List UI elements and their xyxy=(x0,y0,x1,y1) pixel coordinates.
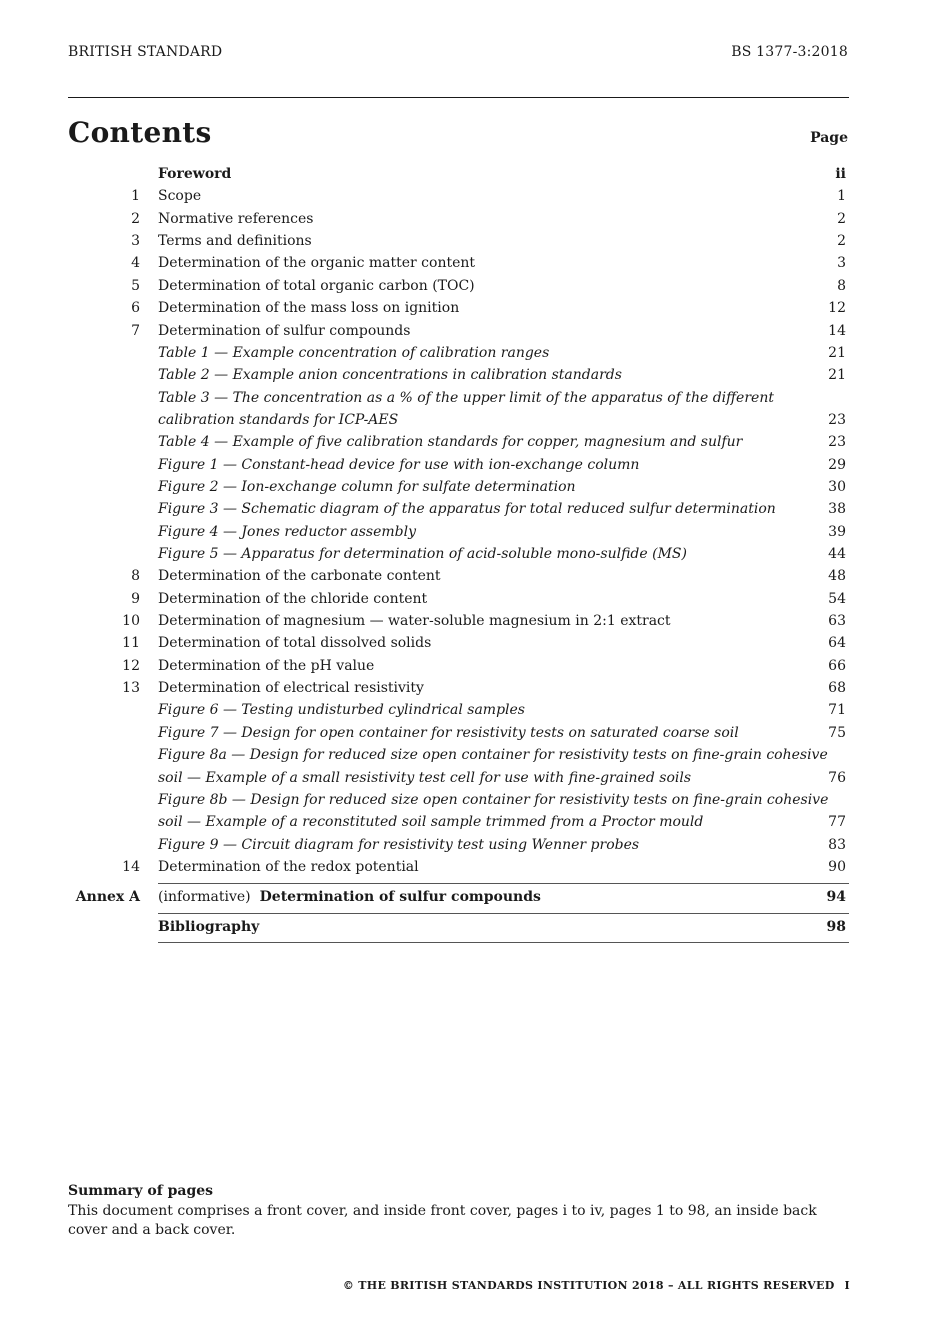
toc-divider-top xyxy=(158,883,849,884)
toc-entry[interactable] xyxy=(0,252,950,274)
toc-entry-title: Figure 9 — Circuit diagram for resistivity test using Wenner probes xyxy=(158,836,640,853)
toc-entry-title: Determination of electrical resistivity xyxy=(158,680,424,697)
toc-entry-page-number: 68 xyxy=(828,680,846,697)
toc-entry-page-number: 76 xyxy=(828,769,846,786)
toc-entry[interactable] xyxy=(0,565,950,587)
toc-entry-number: 3 xyxy=(131,233,140,250)
toc-entry-number: 6 xyxy=(131,300,140,317)
toc-entry-number: 7 xyxy=(131,322,140,339)
toc-entry-number: 14 xyxy=(122,858,140,875)
toc-entry[interactable] xyxy=(0,655,950,677)
toc-entry[interactable] xyxy=(0,610,950,632)
bibliography-page-number: 98 xyxy=(826,919,846,935)
toc-entry-number: 12 xyxy=(122,657,140,674)
toc-entry-title: Figure 1 — Constant-head device for use with ion-exchange column xyxy=(158,456,640,473)
toc-entry-number: 10 xyxy=(122,613,140,629)
toc-entry[interactable] xyxy=(0,387,950,409)
toc-entry[interactable] xyxy=(0,185,950,207)
toc-entry[interactable] xyxy=(0,588,950,610)
toc-entry-page-number: 3 xyxy=(837,255,846,272)
toc-entry-page-number: 38 xyxy=(828,501,846,518)
toc-entry-page-number: 90 xyxy=(828,858,846,875)
toc-entry[interactable] xyxy=(0,409,950,431)
toc-entry-page-number: 23 xyxy=(828,411,846,428)
toc-entry[interactable] xyxy=(0,632,950,654)
toc-entry-page-number: 2 xyxy=(837,210,846,227)
toc-divider-bottom xyxy=(158,942,849,943)
toc-entry-number: 4 xyxy=(131,255,140,272)
toc-entry[interactable] xyxy=(0,677,950,699)
toc-entry-title: Determination of the chloride content xyxy=(158,590,428,607)
header-document-number: BS 1377-3:2018 xyxy=(731,44,848,60)
annex-page-number: 94 xyxy=(826,889,846,905)
toc-entry-title: Normative references xyxy=(158,210,314,227)
toc-entry-number: 1 xyxy=(131,188,140,205)
header-divider xyxy=(68,97,849,98)
toc-entry[interactable] xyxy=(0,230,950,252)
toc-entry-title: Determination of the redox potential xyxy=(158,858,419,875)
toc-entry-page-number: 1 xyxy=(837,188,846,205)
toc-entry-page-number: ii xyxy=(835,166,846,182)
toc-entry-number: 9 xyxy=(131,590,140,607)
toc-entry-title: Figure 7 — Design for open container for resistivity tests on saturated coarse soil xyxy=(158,724,739,741)
toc-entry-title: Determination of total organic carbon (TOC) xyxy=(158,277,475,294)
toc-entry-page-number: 83 xyxy=(828,836,846,853)
toc-entry-title: Table 4 — Example of five calibration standards for copper, magnesium and sulfur xyxy=(158,434,743,451)
toc-entry[interactable] xyxy=(0,744,950,766)
annex-title-group xyxy=(158,886,541,908)
toc-entry-number: 13 xyxy=(122,680,140,697)
toc-entry-page-number: 44 xyxy=(828,546,846,562)
toc-entry-title: Determination of magnesium — water-soluble magnesium in 2:1 extract xyxy=(158,613,671,629)
toc-entry-bibliography[interactable] xyxy=(0,916,950,938)
toc-entry-title: Figure 2 — Ion-exchange column for sulfate determination xyxy=(158,478,576,495)
toc-entry-title: Scope xyxy=(158,188,202,205)
toc-entry[interactable] xyxy=(0,856,950,878)
toc-entry-page-number: 75 xyxy=(828,724,846,741)
toc-entry-page-number: 21 xyxy=(828,344,846,361)
toc-entry-title: Figure 8b — Design for reduced size open container for resistivity tests on fine-grain cohesive xyxy=(158,791,829,808)
footer-page-number: I xyxy=(844,1279,850,1292)
toc-entry-title: Terms and definitions xyxy=(158,233,312,250)
toc-entry-page-number: 66 xyxy=(828,657,846,674)
toc-entry-page-number: 39 xyxy=(828,523,846,540)
toc-entry-number: 2 xyxy=(131,210,140,227)
footer-copyright: © THE BRITISH STANDARDS INSTITUTION 2018 – ALL RIGHTS RESERVED xyxy=(342,1279,835,1292)
toc-entry-page-number: 77 xyxy=(828,814,846,831)
toc-entry-page-number: 12 xyxy=(828,300,846,317)
summary-text: This document comprises a front cover, and inside front cover, pages i to iv, pages 1 to 98, an inside back cover and a back cover. xyxy=(68,1203,817,1238)
toc-entry-title: Table 1 — Example concentration of calibration ranges xyxy=(158,344,550,361)
toc-entry-title: Figure 6 — Testing undisturbed cylindrical samples xyxy=(158,702,525,719)
toc-entry-title: calibration standards for ICP-AES xyxy=(158,411,399,428)
toc-entry-title: Determination of the mass loss on ignition xyxy=(158,300,460,317)
toc-entry-annex-a[interactable] xyxy=(0,886,950,908)
toc-entry-page-number: 2 xyxy=(837,233,846,250)
toc-entry-number: 5 xyxy=(131,277,140,294)
toc-entry[interactable] xyxy=(0,297,950,319)
page-title: Contents xyxy=(68,116,212,149)
header-standard-label: BRITISH STANDARD xyxy=(68,44,223,60)
annex-informative-tag: (informative) xyxy=(158,889,251,905)
toc-entry[interactable] xyxy=(0,722,950,744)
toc-entry[interactable] xyxy=(0,454,950,476)
toc-entry-title: Determination of the pH value xyxy=(158,657,375,674)
toc-entry-page-number: 63 xyxy=(828,613,846,629)
toc-entry-title: Figure 3 — Schematic diagram of the apparatus for total reduced sulfur determination xyxy=(158,501,776,518)
toc-entry-title: Determination of total dissolved solids xyxy=(158,635,432,652)
toc-entry-title: Determination of sulfur compounds xyxy=(158,322,411,339)
toc-entry[interactable] xyxy=(0,163,950,185)
toc-entry-number: 11 xyxy=(122,635,140,652)
toc-entry-title: Table 2 — Example anion concentrations in calibration standards xyxy=(158,367,622,384)
toc-entry-page-number: 71 xyxy=(828,702,846,719)
toc-entry-page-number: 29 xyxy=(828,456,846,473)
toc-entry-title: Figure 8a — Design for reduced size open container for resistivity tests on fine-grain cohesive xyxy=(158,747,828,764)
annex-title: Determination of sulfur compounds xyxy=(259,889,541,905)
toc-entry-title: Determination of the carbonate content xyxy=(158,568,441,585)
toc-entry-page-number: 14 xyxy=(828,322,846,339)
toc-entry-page-number: 48 xyxy=(828,568,846,585)
toc-entry-number: 8 xyxy=(131,568,140,585)
toc-entry-page-number: 8 xyxy=(837,277,846,294)
summary-heading: Summary of pages xyxy=(68,1183,214,1199)
page-column-label: Page xyxy=(810,130,848,146)
toc-entry-title: soil — Example of a small resistivity test cell for use with fine-grained soils xyxy=(158,769,692,786)
toc-entry-title: Determination of the organic matter content xyxy=(158,255,476,272)
toc-entry-title: Foreword xyxy=(158,166,232,182)
toc-entry-title: Figure 5 — Apparatus for determination of acid-soluble mono-sulfide (MS) xyxy=(158,546,687,562)
toc-entry[interactable] xyxy=(0,342,950,364)
toc-entry[interactable] xyxy=(0,275,950,297)
toc-entry-page-number: 21 xyxy=(828,367,846,384)
toc-entry[interactable] xyxy=(0,699,950,721)
toc-entry[interactable] xyxy=(0,208,950,230)
footer xyxy=(343,1279,850,1292)
toc-entry[interactable] xyxy=(0,320,950,342)
toc-divider-middle xyxy=(158,913,849,914)
toc-entry[interactable] xyxy=(0,498,950,520)
toc-entry[interactable] xyxy=(0,811,950,833)
toc-entry-title: Table 3 — The concentration as a % of the upper limit of the apparatus of the different xyxy=(158,389,774,406)
toc-entry-page-number: 23 xyxy=(828,434,846,451)
toc-entry[interactable] xyxy=(0,543,950,565)
toc-entry[interactable] xyxy=(0,767,950,789)
annex-label: Annex A xyxy=(75,889,140,905)
toc-entry[interactable] xyxy=(0,476,950,498)
toc-entry-title: soil — Example of a reconstituted soil sample trimmed from a Proctor mould xyxy=(158,814,704,831)
toc-entry-page-number: 64 xyxy=(828,635,846,652)
toc-entry[interactable] xyxy=(0,521,950,543)
bibliography-title: Bibliography xyxy=(158,919,260,935)
toc-entry[interactable] xyxy=(0,431,950,453)
toc-entry-page-number: 54 xyxy=(828,590,846,607)
toc-entry-title: Figure 4 — Jones reductor assembly xyxy=(158,523,417,540)
toc-entry[interactable] xyxy=(0,364,950,386)
toc-entry[interactable] xyxy=(0,789,950,811)
toc-entry-page-number: 30 xyxy=(828,478,846,495)
toc-entry[interactable] xyxy=(0,834,950,856)
